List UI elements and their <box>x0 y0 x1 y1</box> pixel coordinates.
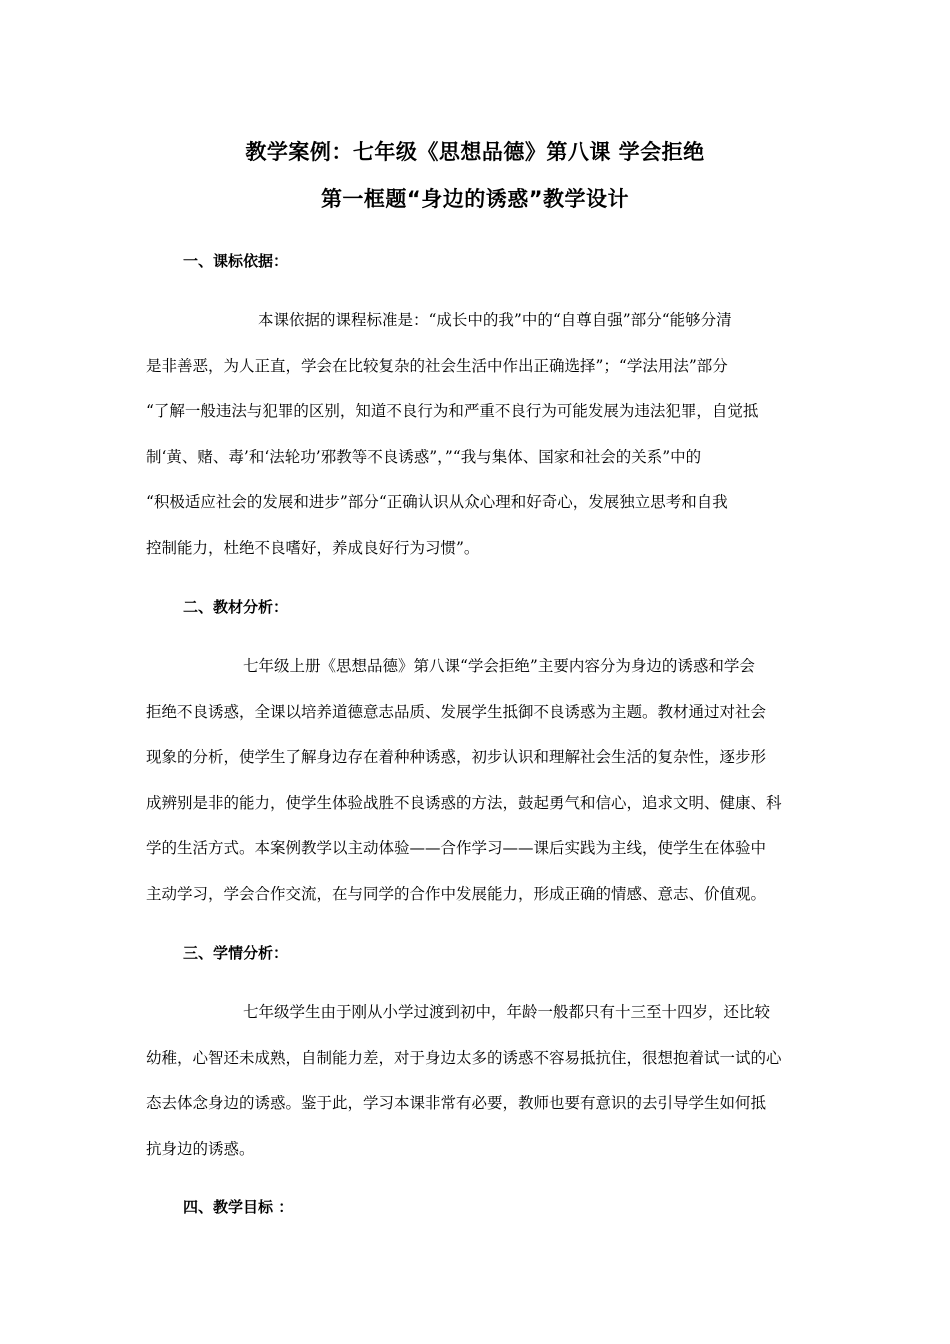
paragraph-line: 现象的分析，使学生了解身边存在着种种诱惑，初步认识和理解社会生活的复杂性，逐步形 <box>146 748 767 766</box>
paragraph-line: 幼稚，心智还未成熟，自制能力差，对于身边太多的诱惑不容易抵抗住，很想抱着试一试的心 <box>146 1048 782 1067</box>
paragraph-line: 本课依据的课程标准是：“成长中的我”中的“自尊自强”部分“能够分清 <box>258 311 732 329</box>
paragraph-line: 主动学习，学会合作交流，在与同学的合作中发展能力，形成正确的情感、意志、价值观。 <box>146 884 767 903</box>
paragraph-line: “了解一般违法与犯罪的区别，知道不良行为和严重不良行为可能发展为违法犯罪，自觉抵 <box>146 402 759 420</box>
paragraph-line: 七年级上册《思想品德》第八课“学会拒绝”主要内容分为身边的诱惑和学会 <box>243 657 755 675</box>
section-paragraph-standards <box>146 298 810 571</box>
paragraph-line: “积极适应社会的发展和进步”部分“正确认识从众心理和好奇心，发展独立思考和自我 <box>146 493 728 511</box>
document-subtitle: 第一框题“身边的诱惑”教学设计 <box>320 187 630 211</box>
paragraph-line: 学的生活方式。本案例教学以主动体验——合作学习——课后实践为主线，使学生在体验中 <box>146 839 767 857</box>
paragraph-line: 七年级学生由于刚从小学过渡到初中，年龄一般都只有十三至十四岁，还比较 <box>243 1003 771 1021</box>
document-title: 教学案例：七年级《思想品德》第八课 学会拒绝 <box>245 140 705 164</box>
paragraph-line: 是非善恶，为人正直，学会在比较复杂的社会生活中作出正确选择”；“学法用法”部分 <box>146 356 728 375</box>
section-heading-standards: 一、课标依据： <box>183 252 289 270</box>
section-heading-teaching-goals: 四、教学目标 ： <box>183 1198 294 1216</box>
paragraph-line: 拒绝不良诱惑，全课以培养道德意志品质、发展学生抵御不良诱惑为主题。教材通过对社会 <box>146 702 767 721</box>
section-paragraph-student-analysis <box>146 990 810 1172</box>
section-heading-student-analysis: 三、学情分析： <box>183 944 289 962</box>
paragraph-line: 态去体念身边的诱惑。鉴于此，学习本课非常有必要，教师也要有意识的去引导学生如何抵 <box>146 1094 767 1112</box>
section-paragraph-textbook-analysis <box>146 644 810 917</box>
paragraph-line: 抗身边的诱惑。 <box>146 1139 255 1158</box>
paragraph-line: 制‘黄、赌、毒’和‘法轮功’邪教等不良诱惑”，”“我与集体、国家和社会的关系”中的 <box>146 447 702 466</box>
paragraph-line: 控制能力，杜绝不良嗜好，养成良好行为习惯”。 <box>146 538 480 557</box>
paragraph-line: 成辨别是非的能力，使学生体验战胜不良诱惑的方法，鼓起勇气和信心，追求文明、健康、科 <box>146 793 782 812</box>
section-heading-textbook-analysis: 二、教材分析： <box>183 598 289 616</box>
